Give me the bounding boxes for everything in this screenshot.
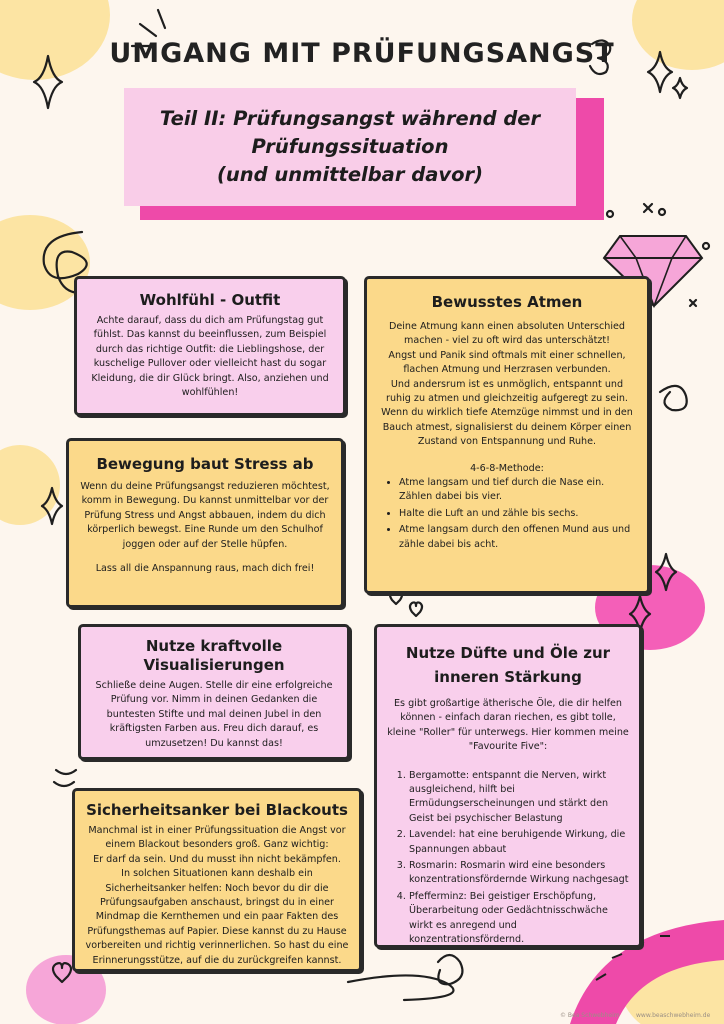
dot-icon xyxy=(703,243,709,249)
card-heading: Sicherheitsanker bei Blackouts xyxy=(86,801,348,819)
subtitle-box xyxy=(124,88,576,206)
subtitle-line: (und unmittelbar davor) xyxy=(216,163,484,186)
heart-outline-icon xyxy=(410,602,422,616)
footer-website: www.beaschwebheim.de xyxy=(636,1012,711,1019)
card-heading: Bewegung baut Stress ab xyxy=(96,455,314,473)
squiggle-icon xyxy=(660,386,687,410)
sparkle-icon xyxy=(673,78,687,98)
cross-icon xyxy=(644,204,652,212)
card-heading: Wohlfühl - Outfit xyxy=(139,291,281,309)
card-visualisierung xyxy=(78,624,350,760)
oil-list xyxy=(387,769,629,948)
sparkle-icon xyxy=(656,554,676,590)
card-heading: Bewusstes Atmen xyxy=(431,293,583,311)
card-text: Manchmal ist in einer Prüfungssituation die Angst vor einem Blackout besonders groß. Ganz wichtig: xyxy=(88,825,346,851)
list-item: • Atme langsam durch den offenen Mund aus und zähle dabei bis acht. xyxy=(399,523,637,552)
page-title: UMGANG MIT PRÜFUNGSANGST xyxy=(109,38,615,69)
card-sicherheitsanker xyxy=(72,788,362,972)
card-text: Deine Atmung kann einen absoluten Unterschied machen - viel zu oft wird das unterschätzt! xyxy=(388,321,626,347)
list-item: 2. Lavendel: hat eine beruhigende Wirkung, die Spannungen abbaut xyxy=(409,828,629,857)
card-outfit xyxy=(74,276,346,416)
list-item: • Halte die Luft an und zähle bis sechs. xyxy=(399,507,637,521)
method-steps xyxy=(377,476,637,552)
card-text: Achte darauf, dass du dich am Prüfungstag gut fühlst. Das kannst du beeinflussen, zum Beispiel durch das richtige Outfit: die Lieblingshose, der kuschelige Pullover oder vielleicht hast du sogar Kleidung, die dir Glück bringt. Also, anziehen und wohlfühlen! xyxy=(91,315,329,399)
underline-squiggle-icon xyxy=(348,975,454,1000)
sparkle-icon xyxy=(42,488,62,524)
card-text: Und andersrum ist es unmöglich, entspannt und ruhig zu atmen und gleichzeitig aufgeregt zu sein. xyxy=(386,378,628,405)
card-text: Wenn du wirklich tiefe Atemzüge nimmst und in den Bauch atmest, signalisierst du deinem Körper einen Zustand von Entspannung und Ruhe. xyxy=(381,407,633,448)
subtitle-line: Teil II: Prüfungsangst während der xyxy=(159,107,541,130)
card-text: Er darf da sein. Und du musst ihn nicht bekämpfen. xyxy=(93,853,341,865)
card-text: In solchen Situationen kann deshalb ein Sicherheitsanker helfen: Noch bevor du dir die Prüfungsaufgaben anschaust, bringst du in einer Mindmap die Kernthemen und ein paar Fakten des Prüfungsthemas auf Papier. Diese kannst du zu Hause vorbereiten und richtig verinnerlichen. So hast du eine Erinnerungsstütze, auf die du zurückgreifen kannst. xyxy=(85,868,349,966)
card-text: Es gibt großartige ätherische Öle, die dir helfen können - einfach daran riechen, es gibt tolle, kleine "Roller" für unterwegs. Hier kommen meine "Favourite Five": xyxy=(387,698,629,753)
dot-icon xyxy=(659,209,665,215)
squiggle-icon xyxy=(54,770,76,786)
card-text: Schließe deine Augen. Stelle dir eine erfolgreiche Prüfung vor. Nimm in deinen Gedanken die buntesten Stifte und mal deinen Jubel in den kräftigsten Farben aus. Freu dich darauf, es umzusetzen! Du kannst das! xyxy=(95,680,333,749)
card-heading: Nutze Düfte und Öle zur xyxy=(405,644,611,662)
list-item: 1. Bergamotte: entspannt die Nerven, wirkt ausgleichend, hilft bei Ermüdungserscheinungen und stärkt den Geist bei psychischer Belastung xyxy=(409,769,629,827)
footer-copyright: © Bea Schwebheim xyxy=(560,1012,620,1019)
dot-icon xyxy=(607,211,613,217)
card-heading: inneren Stärkung xyxy=(434,668,582,686)
card-text: Wenn du deine Prüfungsangst reduzieren möchtest, komm in Bewegung. Du kannst unmittelbar vor der Prüfung Stress und Angst abbauen, indem du dich körperlich bewegst. Eine Runde um den Schulhof joggen oder auf der Stelle hüpfen. xyxy=(80,481,330,550)
list-item: 4. Pfefferminz: Bei geistiger Erschöpfung, Überarbeitung oder Gedächtnisschwäche wirkt es anregend und konzentrationsfördernd. xyxy=(409,890,629,948)
list-item: • Atme langsam und tief durch die Nase ein. Zählen dabei bis vier. xyxy=(399,476,637,505)
card-bewegung xyxy=(66,438,344,608)
card-heading: Nutze kraftvolle Visualisierungen xyxy=(143,637,285,674)
list-item: 3. Rosmarin: Rosmarin wird eine besonders konzentrationsfördernde Wirkung nachgesagt xyxy=(409,859,629,888)
card-duefte xyxy=(374,624,642,948)
cross-icon xyxy=(690,300,696,306)
card-text: Angst und Panik sind oftmals mit einer schnellen, flachen Atmung und Herzrasen verbunden. xyxy=(388,349,626,376)
card-text: Lass all die Anspannung raus, mach dich frei! xyxy=(95,563,315,575)
heart-outline-icon xyxy=(53,963,71,982)
subtitle-line: Prüfungssituation xyxy=(251,135,449,158)
method-title: 4-6-8-Methode: xyxy=(470,462,544,474)
card-atmen xyxy=(364,276,650,594)
